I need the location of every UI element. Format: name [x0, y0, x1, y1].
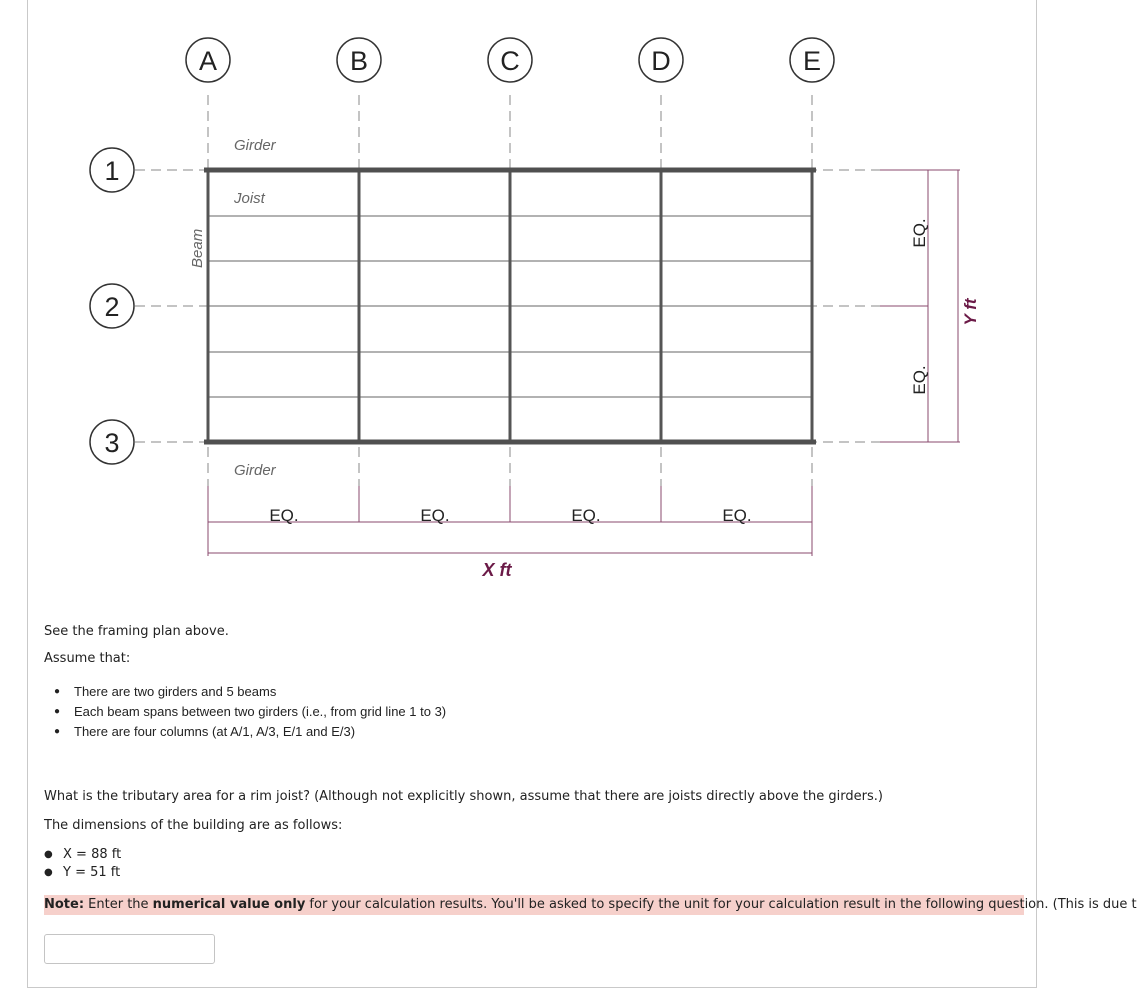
- list-item: ● There are four columns (at A/1, A/3, E/1 and E/3): [44, 722, 446, 742]
- answer-input[interactable]: [44, 934, 215, 964]
- intro-line-2: Assume that:: [44, 651, 131, 666]
- grid-label-D: D: [651, 46, 671, 76]
- girder-top-label: Girder: [234, 137, 276, 154]
- x-eq-label-1: EQ.: [269, 506, 299, 525]
- grid-label-A: A: [198, 46, 218, 76]
- intro-line-1: See the framing plan above.: [44, 624, 229, 639]
- dimensions-list: [44, 846, 121, 882]
- assumptions-list: [44, 682, 446, 742]
- list-item: ● X = 88 ft: [44, 846, 121, 864]
- grid-label-3: 3: [104, 428, 120, 458]
- question-text: What is the tributary area for a rim joist? (Although not explicitly shown, assume that there are joists directly above the girders.): [44, 789, 883, 804]
- y-dimension-lines: [880, 170, 960, 442]
- grid-label-C: C: [500, 46, 520, 76]
- note-banner: [44, 895, 1137, 915]
- grid-label-1: 1: [104, 156, 120, 186]
- girder-bottom-label: Girder: [234, 462, 276, 479]
- list-item: ● Y = 51 ft: [44, 864, 121, 882]
- x-dimension-label: X ft: [482, 560, 512, 580]
- y-eq-label-1: EQ.: [910, 218, 929, 248]
- grid-label-2: 2: [104, 292, 120, 322]
- grid-label-B: B: [349, 46, 369, 76]
- list-item: ● There are two girders and 5 beams: [44, 682, 446, 702]
- x-eq-label-2: EQ.: [420, 506, 450, 525]
- note-prefix: Note:: [44, 897, 85, 912]
- dimensions-intro: The dimensions of the building are as follows:: [44, 818, 343, 833]
- note-text-1: Enter the: [84, 897, 153, 912]
- x-eq-label-3: EQ.: [571, 506, 601, 525]
- joist-label: Joist: [234, 190, 265, 207]
- grid-label-E: E: [802, 46, 822, 76]
- y-eq-label-2: EQ.: [910, 365, 929, 395]
- list-item: ● Each beam spans between two girders (i.e., from grid line 1 to 3): [44, 702, 446, 722]
- note-text-2: for your calculation results. You'll be asked to specify the unit for your calculation result in the following question. (This is due t: [305, 897, 1137, 912]
- note-emphasis: numerical value only: [152, 897, 306, 912]
- beam-label: Beam: [189, 228, 206, 268]
- y-dimension-label: Y ft: [961, 298, 980, 326]
- x-eq-label-4: EQ.: [722, 506, 752, 525]
